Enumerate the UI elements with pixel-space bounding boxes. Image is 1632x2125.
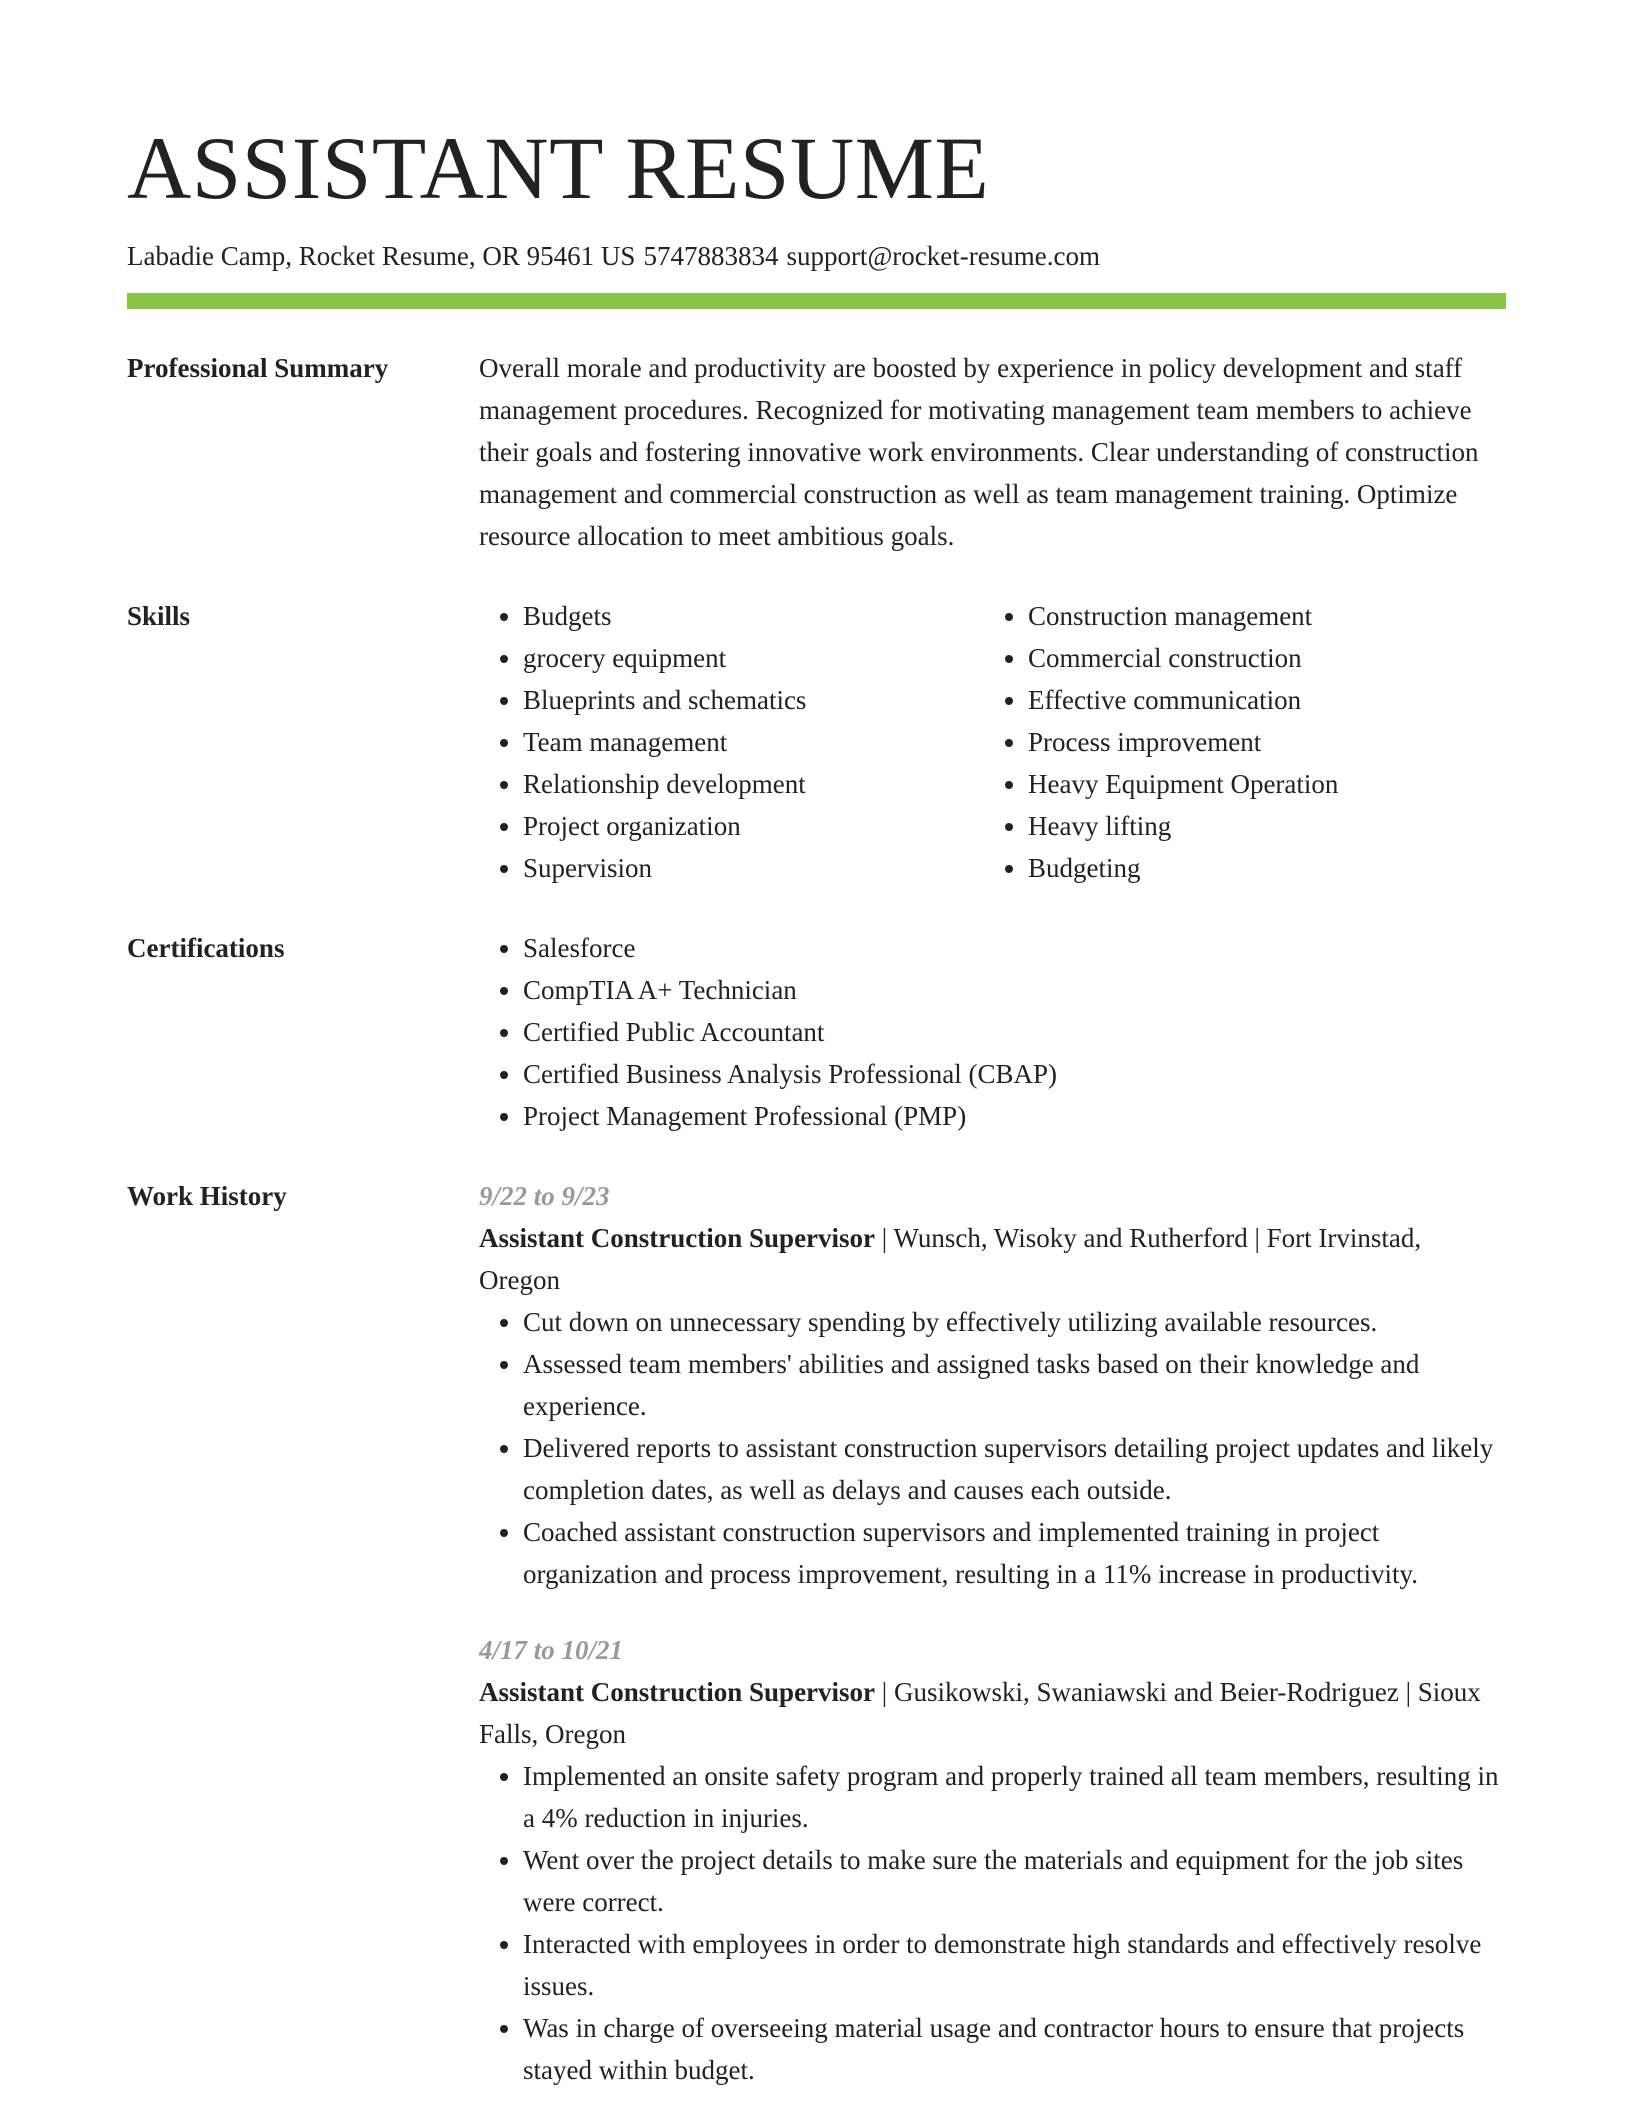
skill-item: • Blueprints and schematics (523, 679, 984, 721)
job-bullet: • Was in charge of overseeing material usage and contractor hours to ensure that projects stayed within budget. (523, 2007, 1506, 2091)
skills-list-right (984, 595, 1506, 889)
work-history-section (127, 1175, 1506, 2125)
job-entry (479, 1629, 1506, 2091)
skill-item: • Heavy lifting (1028, 805, 1506, 847)
skills-list-left (479, 595, 984, 889)
certification-item: • Project Management Professional (PMP) (523, 1095, 1506, 1137)
skill-item: • Heavy Equipment Operation (1028, 763, 1506, 805)
skill-item: • Construction management (1028, 595, 1506, 637)
contact-line (127, 238, 1506, 274)
skill-item: • Commercial construction (1028, 637, 1506, 679)
skill-item: • Team management (523, 721, 984, 763)
job-bullet: • Cut down on unnecessary spending by effectively utilizing available resources. (523, 1301, 1506, 1343)
skill-item: • Relationship development (523, 763, 984, 805)
contact-email: support@rocket-resume.com (786, 241, 1100, 271)
skills-section (127, 595, 1506, 889)
certifications-section (127, 927, 1506, 1137)
certifications-list (479, 927, 1506, 1137)
summary-heading: Professional Summary (127, 353, 389, 383)
resume-title: ASSISTANT RESUME (127, 120, 990, 218)
skill-item: • Effective communication (1028, 679, 1506, 721)
job-bullet: • Went over the project details to make sure the materials and equipment for the job sites were correct. (523, 1839, 1506, 1923)
job-entry (479, 1175, 1506, 1595)
summary-section (127, 347, 1506, 557)
skill-item: • grocery equipment (523, 637, 984, 679)
skills-heading: Skills (127, 601, 191, 631)
certification-item: • Certified Public Accountant (523, 1011, 1506, 1053)
job-title: Assistant Construction Supervisor (479, 1223, 876, 1253)
job-employer-details: | Wunsch, Wisoky and Rutherford | Fort Irvinstad, Oregon (479, 1223, 1422, 1295)
contact-address: Labadie Camp, Rocket Resume, OR 95461 US (127, 241, 636, 271)
job-bullet: • Interacted with employees in order to demonstrate high standards and effectively resolve issues. (523, 1923, 1506, 2007)
job-bullet-list (479, 1755, 1506, 2091)
job-bullet: • Assessed team members' abilities and assigned tasks based on their knowledge and experience. (523, 1343, 1506, 1427)
summary-text: Overall morale and productivity are boosted by experience in policy development and staff management procedures. Recognized for motivating management team members to achieve their goals and fostering innovative work environments. Clear understanding of construction management and commercial construction as well as team management training. Optimize resource allocation to meet ambitious goals. (479, 353, 1479, 551)
skill-item: • Process improvement (1028, 721, 1506, 763)
certification-item: • CompTIA A+ Technician (523, 969, 1506, 1011)
skill-item: • Supervision (523, 847, 984, 889)
job-bullet: • Delivered reports to assistant construction supervisors detailing project updates and likely completion dates, as well as delays and causes each outside. (523, 1427, 1506, 1511)
skill-item: • Project organization (523, 805, 984, 847)
skill-item: • Budgets (523, 595, 984, 637)
job-bullet: • Implemented an onsite safety program and properly trained all team members, resulting in a 4% reduction in injuries. (523, 1755, 1506, 1839)
job-dates: 4/17 to 10/21 (479, 1635, 624, 1665)
job-headline (479, 1671, 1506, 1755)
skill-item: • Budgeting (1028, 847, 1506, 889)
work-history-heading: Work History (127, 1181, 287, 1211)
certifications-body (479, 927, 1506, 1137)
job-title: Assistant Construction Supervisor (479, 1677, 876, 1707)
job-employer-details: | Gusikowski, Swaniawski and Beier-Rodriguez | Sioux Falls, Oregon (479, 1677, 1481, 1749)
certification-item: • Salesforce (523, 927, 1506, 969)
certification-item: • Certified Business Analysis Professional (CBAP) (523, 1053, 1506, 1095)
accent-divider (127, 293, 1506, 309)
job-dates: 9/22 to 9/23 (479, 1181, 610, 1211)
certifications-heading: Certifications (127, 933, 285, 963)
job-bullet-list (479, 1301, 1506, 1595)
work-history-body (479, 1175, 1506, 2125)
skills-body (479, 595, 1506, 889)
job-bullet: • Coached assistant construction supervisors and implemented training in project organization and process improvement, resulting in a 11% increase in productivity. (523, 1511, 1506, 1595)
contact-phone: 5747883834 (643, 241, 779, 271)
summary-body (479, 347, 1506, 557)
job-headline (479, 1217, 1506, 1301)
